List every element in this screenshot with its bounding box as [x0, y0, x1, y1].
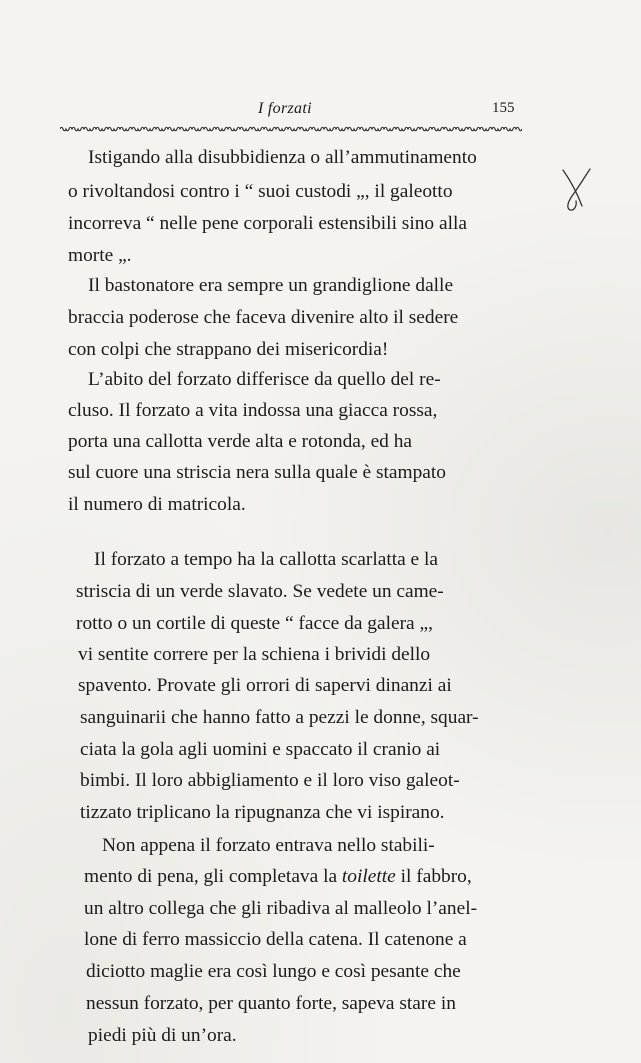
text-line: spavento. Provate gli orrori di sapervi dinanzi ai [78, 675, 452, 696]
text-line: vi sentite correre per la schiena i brividi dello [78, 644, 431, 665]
text-line: ciata la gola agli uomini e spaccato il cranio ai [80, 739, 441, 760]
text-line: lone di ferro massiccio della catena. Il catenone a [84, 929, 467, 950]
text-line: cluso. Il forzato a vita indossa una giacca rossa, [68, 400, 438, 421]
text-line: il numero di matricola. [68, 494, 246, 515]
text-line: striscia di un verde slavato. Se vedete un came- [76, 581, 444, 602]
running-head [0, 100, 641, 126]
text-line: porta una callotta verde alta e rotonda, ed ha [68, 431, 413, 452]
text-line: rotto o un cortile di queste “ facce da galera „, [76, 613, 433, 634]
text-line: braccia poderose che faceva divenire alto il sedere [68, 307, 459, 328]
text-line: incorreva “ nelle pene corporali estensibili sino alla [68, 213, 467, 234]
text-line: o rivoltandosi contro i “ suoi custodi „, il galeotto [68, 181, 453, 202]
text-line: Non appena il forzato entrava nello stabili- [102, 835, 435, 856]
page-number: 155 [492, 100, 515, 116]
text-line: Il forzato a tempo ha la callotta scarlatta e la [94, 549, 439, 570]
running-head-title: I forzati [258, 100, 312, 117]
text-line: Il bastonatore era sempre un grandiglione dalle [88, 275, 454, 296]
text-line: con colpi che strappano dei misericordia! [68, 339, 389, 360]
text-line: tizzato triplicano la ripugnanza che vi ispirano. [80, 802, 445, 823]
text-line: un altro collega che gli ribadiva al malleolo l’anel- [84, 898, 478, 919]
text-line: diciotto maglie era così lungo e così pesante che [86, 961, 461, 982]
text-line: sul cuore una striscia nera sulla quale è stampato [68, 462, 446, 483]
text-line: morte „. [68, 245, 132, 266]
text-line: L’abito del forzato differisce da quello del re- [88, 369, 441, 390]
handwritten-x-mark-icon [560, 166, 594, 212]
ornamental-wavy-rule [60, 124, 522, 134]
text-line: piedi più di un’ora. [88, 1025, 237, 1046]
text-line: mento di pena, gli completava la toilette il fabbro, [84, 866, 472, 887]
text-line: sanguinarii che hanno fatto a pezzi le donne, squar- [80, 707, 479, 728]
text-line: nessun forzato, per quanto forte, sapeva stare in [86, 993, 456, 1014]
text-line: bimbi. Il loro abbigliamento e il loro viso galeot- [80, 770, 460, 791]
text-line: Istigando alla disubbidienza o all’ammutinamento [88, 147, 477, 168]
